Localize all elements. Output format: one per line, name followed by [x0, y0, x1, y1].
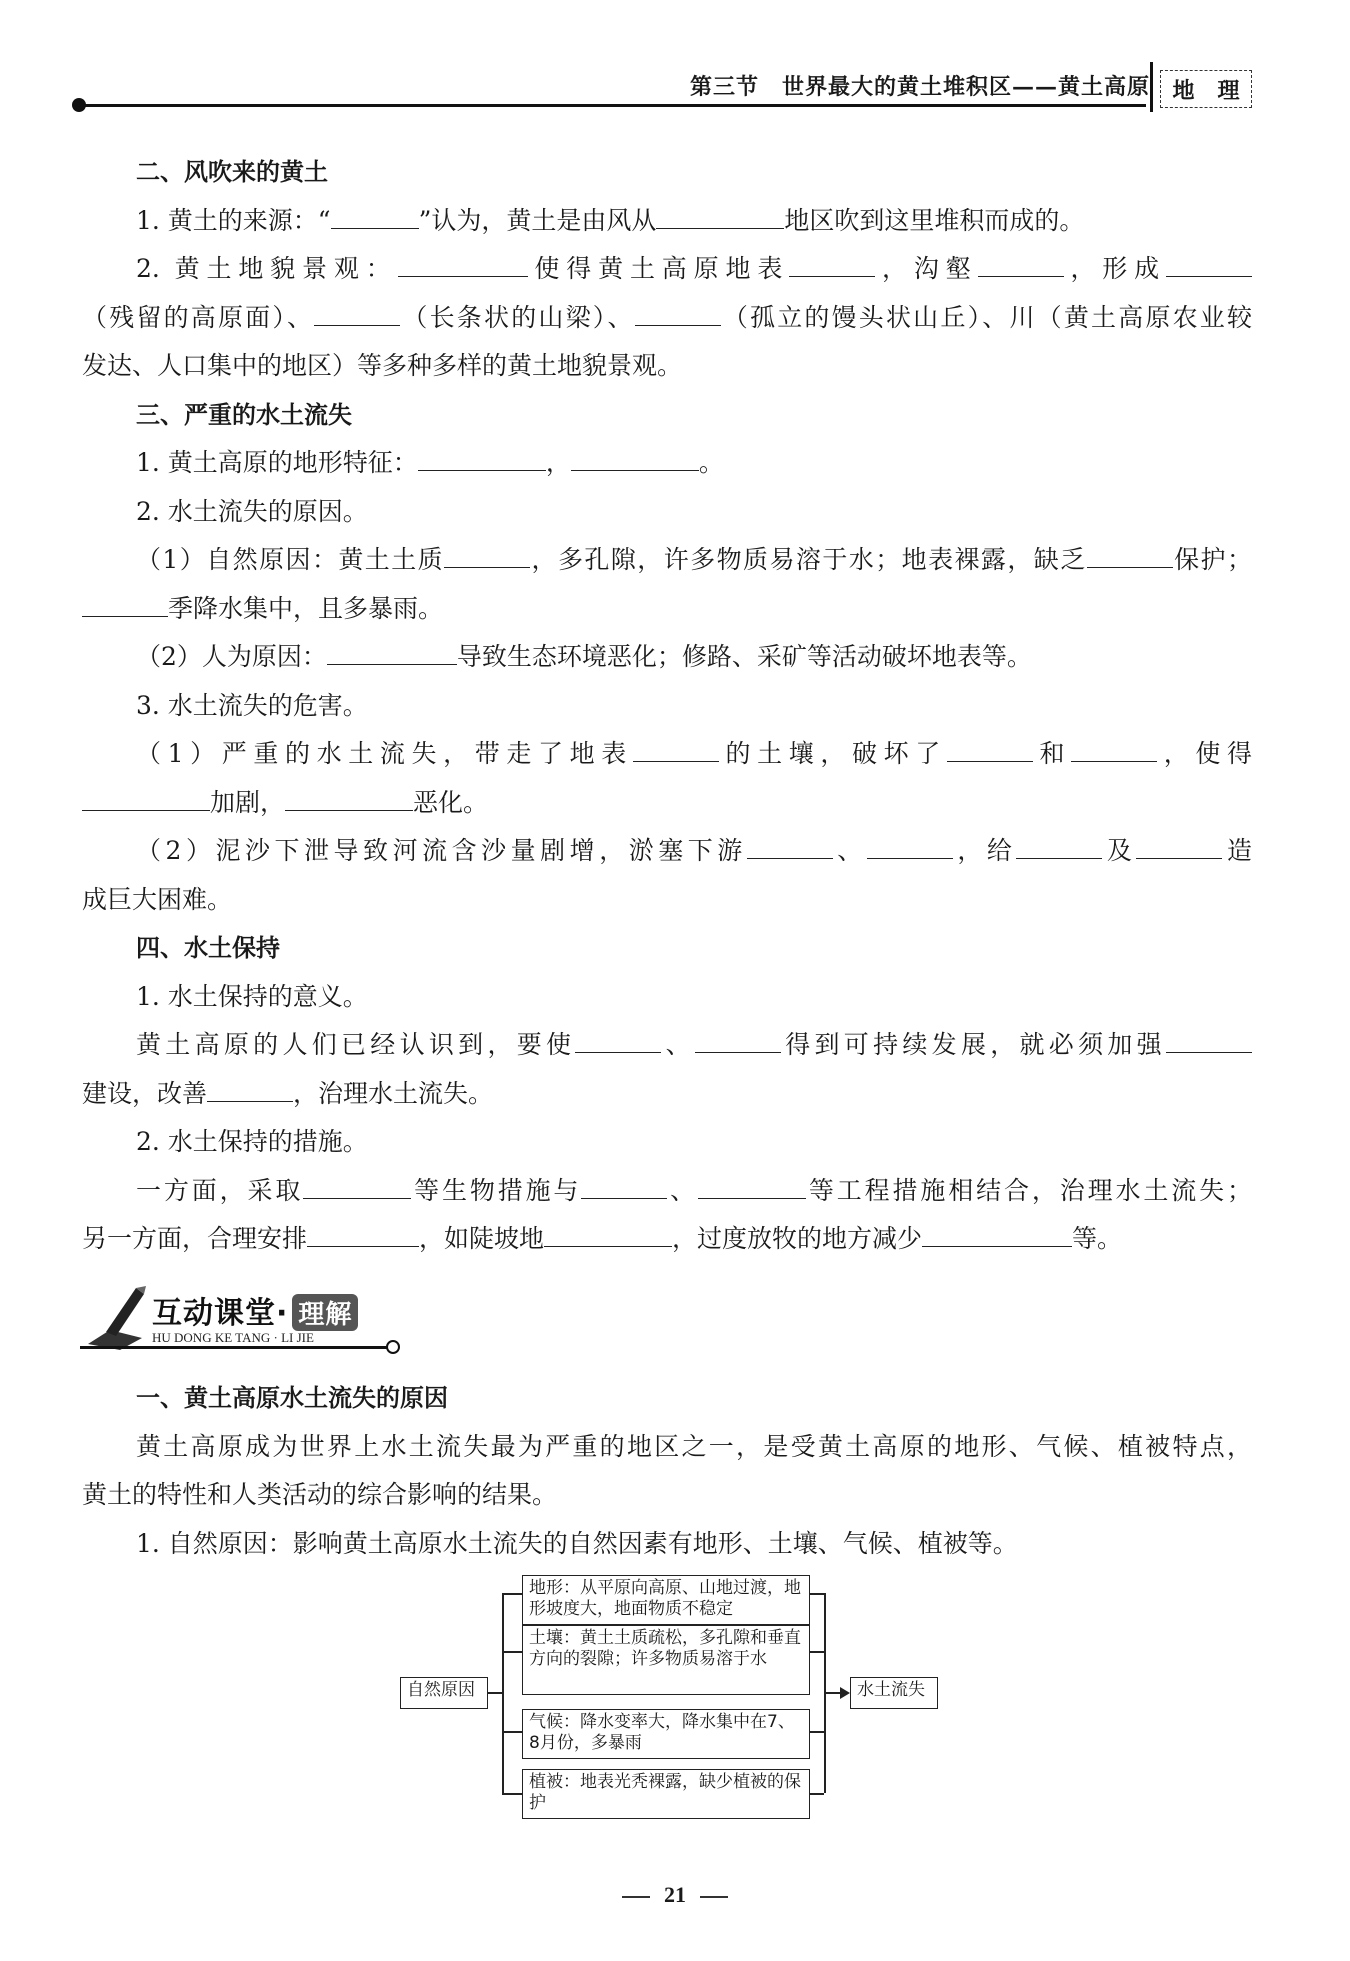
header-divider — [1150, 62, 1153, 112]
subject-label — [1160, 70, 1252, 108]
diagram-left-node: 自然原因 — [400, 1677, 488, 1709]
connector — [488, 1692, 502, 1694]
q-conservation-measures: 2. 水土保持的措施。 — [136, 1127, 368, 1156]
blank[interactable] — [581, 1176, 667, 1199]
footer-dash — [700, 1896, 728, 1898]
connector — [502, 1593, 504, 1793]
cause-diagram — [400, 1575, 940, 1835]
logo-badge: 理解 — [292, 1294, 358, 1331]
blank[interactable] — [635, 303, 721, 326]
knowledge-title: 一、黄土高原水土流失的原因 — [136, 1384, 448, 1412]
blank[interactable] — [1071, 739, 1157, 762]
blank[interactable] — [789, 254, 875, 277]
blank[interactable] — [1166, 254, 1252, 277]
natural-cause-statement: 1. 自然原因：影响黄土高原水土流失的自然因素有地形、土壤、气候、植被等。 — [136, 1528, 1018, 1558]
q-meaning-cont: 建设，改善 ，治理水土流失。 — [82, 1078, 494, 1108]
page-number: 21 — [664, 1882, 686, 1907]
blank[interactable] — [571, 448, 699, 471]
chapter-title: 第三节 世界最大的黄土堆积区——黄土高原 — [689, 74, 1150, 100]
blank[interactable] — [418, 448, 546, 471]
blank[interactable] — [1016, 836, 1102, 859]
blank[interactable] — [978, 254, 1064, 277]
diagram-box-vegetation: 植被：地表光秃裸露，缺少植被的保护 — [522, 1769, 810, 1819]
blank[interactable] — [314, 303, 400, 326]
blank[interactable] — [303, 1176, 411, 1199]
blank[interactable] — [1136, 836, 1222, 859]
q-measures-text: 一方面，采取 等生物措施与 、 等工程措施相结合，治理水土流失； — [136, 1175, 1252, 1205]
logo-pinyin: HU DONG KE TANG · LI JIE — [152, 1330, 314, 1345]
blank[interactable] — [307, 1224, 419, 1247]
diagram-box-terrain: 地形：从平原向高原、山地过渡，地形坡度大，地面物质不稳定 — [522, 1575, 810, 1625]
q-loess-landform-cont: （残留的高原面）、 （长条状的山梁）、 （孤立的馒头状山丘）、川（黄土高原农业较 — [82, 302, 1252, 332]
q-erosion-harm: 3. 水土流失的危害。 — [136, 690, 368, 720]
blank[interactable] — [747, 836, 833, 859]
diagram-box-climate: 气候：降水变率大，降水集中在7、8月份，多暴雨 — [522, 1709, 810, 1759]
blank[interactable] — [656, 206, 784, 229]
page-header — [78, 62, 1258, 112]
blank[interactable] — [444, 545, 530, 568]
q-meaning-text: 黄土高原的人们已经认识到，要使 、 得到可持续发展，就必须加强 — [82, 1021, 1252, 1070]
q-harm-1: （1）严重的水土流失，带走了地表 的土壤，破坏了 和 ，使得 — [136, 739, 1252, 768]
header-rule — [78, 104, 1146, 107]
blank[interactable] — [1087, 545, 1173, 568]
knowledge-paragraph: 黄土高原成为世界上水土流失最为严重的地区之一，是受黄土高原的地形、气候、植被特点， — [136, 1431, 1252, 1461]
blank[interactable] — [922, 1224, 1072, 1247]
pen-book-icon — [80, 1280, 152, 1352]
q-loess-landform-end: 发达、人口集中的地区）等多种多样的黄土地貌景观。 — [82, 351, 683, 380]
blank[interactable] — [695, 1030, 781, 1053]
blank[interactable] — [867, 836, 953, 859]
blank[interactable] — [398, 254, 528, 277]
q-harm-1-cont: 加剧， 恶化。 — [82, 779, 1252, 828]
q-harm-2-cont: 成巨大困难。 — [82, 884, 233, 914]
connector — [810, 1593, 824, 1595]
interactive-class-logo — [80, 1280, 410, 1360]
blank[interactable] — [82, 788, 210, 811]
fill-in-section — [82, 148, 1252, 1264]
blank[interactable] — [285, 788, 413, 811]
logo-circle — [386, 1340, 400, 1354]
subject-char-1: 地 — [1172, 77, 1195, 104]
blank[interactable] — [575, 1030, 661, 1053]
logo-rule — [80, 1346, 390, 1349]
connector — [502, 1793, 522, 1795]
q-harm-2: （2）泥沙下泄导致河流含沙量剧增，淤塞下游 、 ，给 及 造 — [136, 836, 1252, 865]
section-title-soil-conservation: 四、水土保持 — [136, 934, 280, 962]
arrow-right-icon — [840, 1687, 850, 1699]
connector — [502, 1651, 522, 1653]
q-loess-landform: 2. 黄土地貌景观： 使得黄土高原地表 ，沟壑 ，形成 — [82, 245, 1252, 294]
connector — [502, 1731, 522, 1733]
blank[interactable] — [327, 642, 457, 665]
blank[interactable] — [331, 206, 419, 229]
connector — [502, 1593, 522, 1595]
knowledge-section — [82, 1374, 1252, 1568]
q-terrain-feature: 1. 黄土高原的地形特征： ， 。 — [136, 448, 724, 477]
section-title-soil-erosion: 三、严重的水土流失 — [136, 400, 352, 429]
q-measures-cont: 另一方面，合理安排 ，如陡坡地 ，过度放牧的地方减少 等。 — [82, 1224, 1123, 1253]
logo-title: 互动课堂· 理解 — [152, 1288, 358, 1332]
diagram-box-soil: 土壤：黄土土质疏松，多孔隙和垂直方向的裂隙；许多物质易溶于水 — [522, 1625, 810, 1695]
connector — [810, 1651, 824, 1653]
footer-dash — [622, 1896, 650, 1898]
blank[interactable] — [207, 1079, 293, 1102]
header-bullet — [72, 98, 86, 112]
q-erosion-causes: 2. 水土流失的原因。 — [136, 496, 368, 526]
q-natural-cause: （1）自然原因：黄土土质 ，多孔隙，许多物质易溶于水；地表裸露，缺乏 保护； — [136, 545, 1252, 574]
diagram-right-node: 水土流失 — [850, 1677, 938, 1709]
q-natural-cause-cont: 季降水集中，且多暴雨。 — [82, 585, 1252, 634]
connector — [810, 1731, 824, 1733]
blank[interactable] — [82, 594, 168, 617]
q-conservation-meaning: 1. 水土保持的意义。 — [136, 981, 368, 1011]
q-human-cause: （2）人为原因： 导致生态环境恶化；修路、采矿等活动破坏地表等。 — [136, 642, 1032, 671]
blank[interactable] — [1166, 1030, 1252, 1053]
subject-char-2: 理 — [1217, 77, 1240, 104]
knowledge-paragraph-cont: 黄土的特性和人类活动的综合影响的结果。 — [82, 1480, 558, 1509]
blank[interactable] — [544, 1224, 672, 1247]
blank[interactable] — [698, 1176, 806, 1199]
q-loess-source: 1. 黄土的来源：“ ”认为，黄土是由风从 地区吹到这里堆积而成的。 — [136, 205, 1085, 235]
page-footer — [0, 1882, 1350, 1908]
blank[interactable] — [947, 739, 1033, 762]
connector — [810, 1793, 824, 1795]
blank[interactable] — [633, 739, 719, 762]
section-title-wind-loess: 二、风吹来的黄土 — [136, 158, 328, 186]
